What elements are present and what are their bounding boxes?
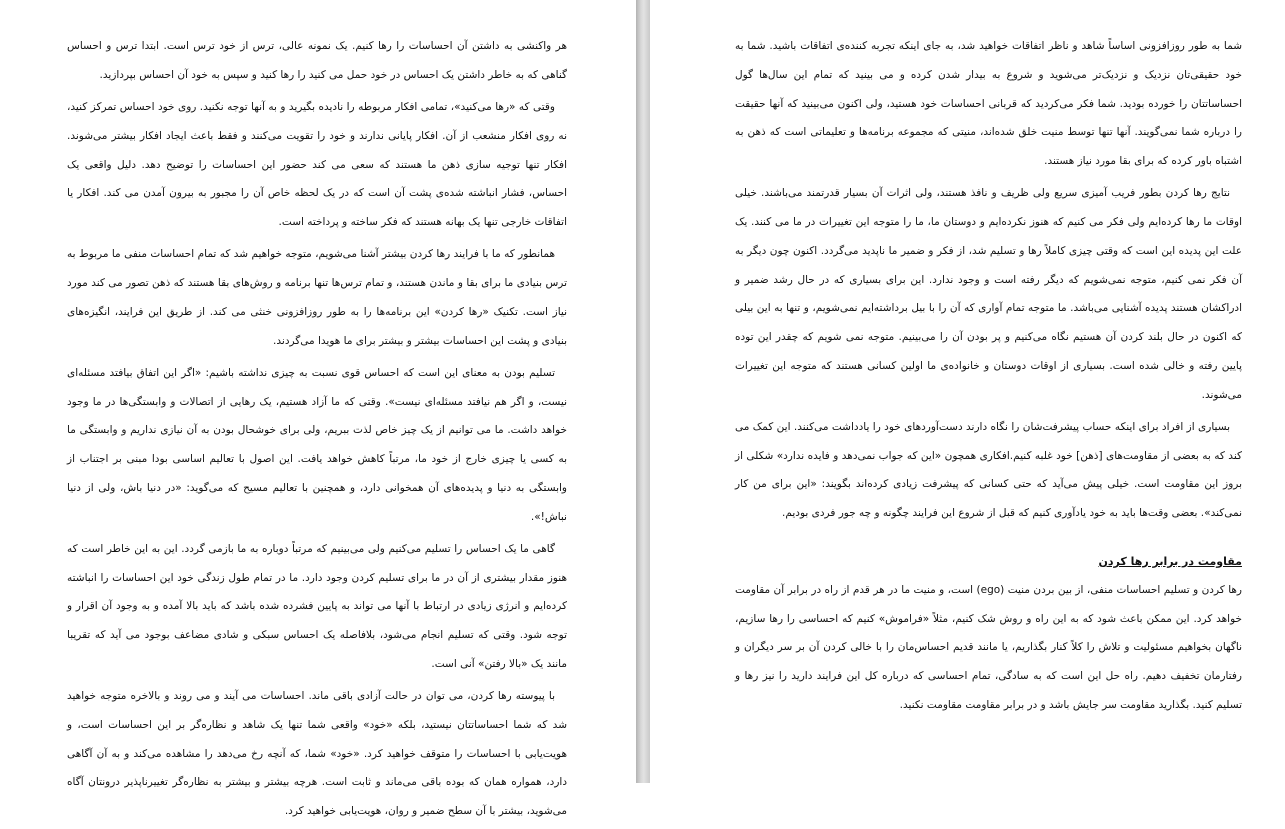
paragraph: گاهی ما یک احساس را تسلیم می‌کنیم ولی می‌بینیم که مرتباً دوباره به ما بازمی گردد. این به این خاطر است که هنوز مقدار بیشتری از آن در ما برای تسلیم کردن وجود دارد. ما در تمام طول زندگی خود این احساسات را انباشته کرده‌ایم و انرژی زیادی در ارتباط با آنها می تواند به پایین فشرده شده باشد که باید بالا آمده و به وجود آن اقرار و توجه شود. وقتی که تسلیم انجام می‌شود، بلافاصله یک احساس سبکی و شادی مضاعف بوجود می آید که تقریبا مانند یک «بالا رفتن» آنی است. [67,542,567,670]
paragraph: شما به طور روزافزونی اساساً شاهد و ناظر اتفاقات خواهید شد، به جای اینکه تجربه کننده‌ی اتفاقات باشید. شما به خود حقیقی‌تان نزدیک و نزدیک‌تر می‌شوید و شروع به بیدار شدن کرده و می بینید که تمام این سال‌ها گول احساساتتان را خورده بودید. شما فکر می‌کردید که قربانی احساسات خود هستید، ولی اکنون می‌بینید که آنها حقیقت را درباره شما نمی‌گویند. آنها تنها توسط منیت خلق شده‌اند، منیتی که مجموعه برنامه‌ها و تعلیماتی است که ذهن به اشتباه باور کرده که برای بقا مورد نیاز هستند. [735,40,1242,167]
left-page-text [67,32,567,829]
paragraph: هر واکنشی به داشتن آن احساسات را رها کنیم. یک نمونه عالی، ترس از خود ترس است. ابتدا ترس و احساس گناهی که به خاطر داشتن یک احساس در خود حمل می کنید را رها کنید و سپس به خود آن احساس بپردازید. [67,40,567,81]
paragraph: رها کردن و تسلیم احساسات منفی، از بین بردن منیت (ego) است، و منیت ما در هر قدم از راه در برابر آن مقاومت خواهد کرد. این ممکن باعث شود که به این راه و روش شک کنیم، مثلاً «فراموش» کنیم که احساسی را رها سازیم، ناگهان بخواهیم مسئولیت و تلاش را کلاً کنار بگذاریم، یا مانند قدیم احساس‌مان را با خالی کردن آن بر سر دیگران و رفتارمان تخفیف دهیم. راه حل این است که به سادگی، تمام احساسی که درباره کل این فرایند دارید را نیز رها و تسلیم کنید. بگذارید مقاومت سر جایش باشد و در برابر مقاومت مقاومت نکنید. [735,583,1243,711]
paragraph: همانطور که ما با فرایند رها کردن بیشتر آشنا می‌شویم، متوجه خواهیم شد که تمام احساسات منفی ما مربوط به ترس بنیادی ما برای بقا و ماندن هستند، و تمام ترس‌ها تنها برنامه و روش‌های بقا هستند که ذهن تصور می کند مورد نیاز است. تکنیک «رها کردن» این برنامه‌ها را به طور روزافزونی خنثی می کند. از طریق این فرایند، انگیزه‌های بنیادی و پشت این احساسات بیشتر و بیشتر برای ما هویدا می‌گردند. [67,248,567,347]
paragraph: تسلیم بودن به معنای این است که احساس قوی نسبت به چیزی نداشته باشیم: «اگر این اتفاق بیافتد مسئله‌ای نیست، و اگر هم نیافتد مسئله‌ای نیست». وقتی که ما آزاد هستیم، یک رهایی از اتصالات و وابستگی‌ها در ما وجود خواهد داشت. ما می توانیم از یک چیز خاص لذت ببریم، ولی برای خوشحال بودن به آن نیازی نداریم و وابستگی ما به کسی یا چیزی خارج از خود ما، مرتباً کاهش خواهد یافت. این اصول با تعالیم اساسی بودا مبنی بر اجتناب از وابستگی به دنیا و پدیده‌های آن همخوانی دارد، و همچنین با تعالیم مسیح که می‌گوید: «در دنیا باش، ولی از دنیا نباش!». [67,366,567,523]
right-page [650,0,1285,783]
right-page-text [735,32,1242,723]
page-gutter [636,0,650,783]
paragraph: بسیاری از افراد برای اینکه حساب پیشرفت‌شان را نگاه دارند دست‌آوردهای خود را یادداشت می‌کنند. این کمک می کند که به بعضی از مقاومت‌های [ذهن] خود غلبه کنیم.افکاری همچون «این که جواب نمی‌دهد و فایده ندارد» شکلی از بروز این مقاومت است. خیلی پیش می‌آید که حتی کسانی که پیشرفت زیادی کرده‌اند بگویند: «این برای من کار نمی‌کند». بعضی وقت‌ها باید به خود یادآوری کنیم که قبل از شروع این فرایند چگونه و چه جور فردی بودیم. [735,420,1242,519]
paragraph: وقتی که «رها می‌کنید»، تمامی افکار مربوطه را نادیده بگیرید و به آنها توجه نکنید. روی خود احساس تمرکز کنید، نه روی افکار منشعب از آن. افکار پایانی ندارند و خود را تقویت می‌کنند و فقط باعث ایجاد افکار بیشتر می‌شوند. افکار تنها توجیه سازی ذهن ما هستند که سعی می کند حضور این احساسات را توضیح دهد. دلیل واقعی یک احساس، فشار انباشته شده‌ی پشت آن است که در یک لحظه خاص آن را مجبور به بیرون آمدن می کند. افکار یا اتفاقات خارجی تنها یک بهانه هستند که فکر ساخته و پرداخته است. [67,101,567,228]
paragraph: با پیوسته رها کردن، می توان در حالت آزادی باقی ماند. احساسات می آیند و می روند و بالاخره متوجه خواهید شد که شما احساساتتان نیستید، بلکه «خود» واقعی شما تنها یک شاهد و نظاره‌گر بر این احساسات است، و هویت‌یابی با احساسات را متوقف خواهید کرد. «خود» شما، که آنچه رخ می‌دهد را مشاهده می‌کند و به آن آگاهی دارد، همواره همان که بوده باقی می‌ماند و ثابت است. هرچه بیشتر و بیشتر به نظاره‌گر تغییرناپذیر درونتان آگاه می‌شوید، بیشتر با آن سطح ضمیر و روان، هویت‌یابی خواهید کرد. [67,690,567,817]
paragraph: نتایج رها کردن بطور فریب آمیزی سریع ولی ظریف و نافذ هستند، ولی اثرات آن بسیار قدرتمند می‌باشند. خیلی اوقات ما رها کرده‌ایم ولی فکر می کنیم که هنوز نکرده‌ایم و دوستان ما، ما را متوجه این تغییرات در ما می کنند. یک علت این پدیده این است که وقتی چیزی کاملاً رها و تسلیم شد، از فکر و ضمیر ما ناپدید می‌گردد. اکنون چون دیگر به آن فکر نمی کنیم، متوجه نمی‌شویم که دیگر رفته است و وجود ندارد. این برای بسیاری که در حال رشد ضمیر و ادراکشان هستند پدیده آشنایی می‌باشد. ما متوجه تمام آواری که آن را با بیل برداشته‌ایم نمی‌شویم، و تنها به این بیلی که اکنون در حال بلند کردن آن هستیم نگاه می‌کنیم و پر بودن آن را می‌بینیم. متوجه نمی شویم که چقدر این توده پایین رفته و خالی شده است. بسیاری از اوقات دوستان و خانواده‌ی ما اولین کسانی هستند که متوجه این تغییرات می‌شوند. [735,187,1242,401]
left-page [0,0,636,817]
section-heading: مقاومت در برابر رها کردن [1098,554,1242,568]
